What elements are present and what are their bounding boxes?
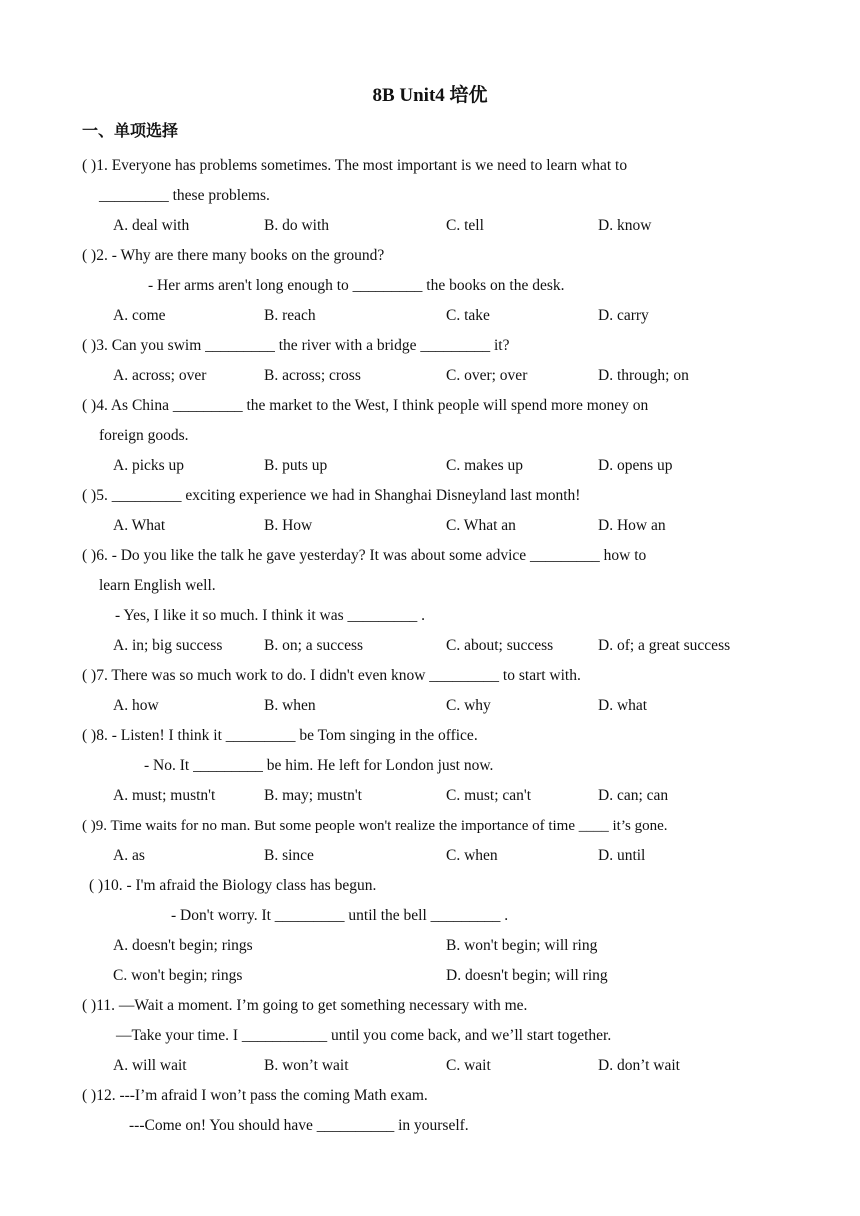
question-2 bbox=[82, 241, 778, 301]
option-c: C. why bbox=[446, 697, 491, 714]
option-a: A. doesn't begin; rings bbox=[113, 937, 253, 954]
option-c: C. makes up bbox=[446, 457, 524, 474]
question-2-reply: - Her arms aren't long enough to _________ the books on the desk. bbox=[148, 277, 565, 294]
question-1-stem: ( )1. Everyone has problems sometimes. The most important is we need to learn what to bbox=[82, 157, 628, 174]
question-4-stem: ( )4. As China _________ the market to the West, I think people will spend more money on bbox=[82, 397, 649, 414]
question-10 bbox=[89, 871, 785, 931]
option-d: D. don’t wait bbox=[598, 1057, 680, 1074]
option-b: B. reach bbox=[264, 307, 316, 324]
option-d: D. doesn't begin; will ring bbox=[446, 967, 608, 984]
option-a: A. deal with bbox=[113, 217, 190, 234]
question-3 bbox=[82, 331, 778, 361]
question-7-stem: ( )7. There was so much work to do. I didn't even know _________ to start with. bbox=[82, 667, 581, 684]
option-b: B. on; a success bbox=[264, 637, 364, 654]
option-b: B. won't begin; will ring bbox=[446, 937, 598, 954]
option-a: A. must; mustn't bbox=[113, 787, 216, 804]
option-d: D. know bbox=[598, 217, 652, 234]
option-c: C. over; over bbox=[446, 367, 528, 384]
option-c: C. wait bbox=[446, 1057, 491, 1074]
option-a: A. how bbox=[113, 697, 159, 714]
question-11-reply: —Take your time. I ___________ until you come back, and we’ll start together. bbox=[116, 1027, 612, 1044]
option-b: B. since bbox=[264, 847, 314, 864]
question-7 bbox=[82, 661, 778, 691]
option-b: B. won’t wait bbox=[264, 1057, 349, 1074]
question-11 bbox=[82, 991, 778, 1051]
option-b: B. may; mustn't bbox=[264, 787, 362, 804]
question-6-stem: ( )6. - Do you like the talk he gave yesterday? It was about some advice _________ how to bbox=[82, 547, 647, 564]
option-d: D. carry bbox=[598, 307, 649, 324]
option-c: C. won't begin; rings bbox=[113, 967, 243, 984]
question-5 bbox=[82, 481, 778, 511]
option-b: B. do with bbox=[264, 217, 330, 234]
question-8 bbox=[82, 721, 778, 781]
option-a: A. What bbox=[113, 517, 166, 534]
option-b: B. How bbox=[264, 517, 313, 534]
option-c: C. when bbox=[446, 847, 498, 864]
option-d: D. of; a great success bbox=[598, 637, 731, 654]
option-d: D. How an bbox=[598, 517, 666, 534]
option-a: A. will wait bbox=[113, 1057, 187, 1074]
option-a: A. across; over bbox=[113, 367, 207, 384]
question-8-reply: - No. It _________ be him. He left for London just now. bbox=[144, 757, 494, 774]
option-d: D. can; can bbox=[598, 787, 669, 804]
question-6-stem-cont: learn English well. bbox=[99, 577, 216, 594]
option-a: A. in; big success bbox=[113, 637, 223, 654]
question-10-reply: - Don't worry. It _________ until the bell _________ . bbox=[171, 907, 509, 924]
question-4 bbox=[82, 391, 778, 451]
question-5-stem: ( )5. _________ exciting experience we had in Shanghai Disneyland last month! bbox=[82, 487, 581, 504]
option-c: C. about; success bbox=[446, 637, 554, 654]
question-10-stem: ( )10. - I'm afraid the Biology class has begun. bbox=[89, 877, 377, 894]
option-c: C. take bbox=[446, 307, 490, 324]
question-6-reply: - Yes, I like it so much. I think it was _________ . bbox=[115, 607, 425, 624]
question-4-stem-cont: foreign goods. bbox=[99, 427, 189, 444]
option-a: A. as bbox=[113, 847, 145, 864]
question-9 bbox=[82, 811, 792, 841]
question-3-stem: ( )3. Can you swim _________ the river with a bridge _________ it? bbox=[82, 337, 510, 354]
question-2-stem: ( )2. - Why are there many books on the ground? bbox=[82, 247, 385, 264]
option-d: D. until bbox=[598, 847, 646, 864]
option-a: A. come bbox=[113, 307, 166, 324]
question-6 bbox=[82, 541, 778, 631]
question-1 bbox=[82, 151, 778, 211]
question-12-reply: ---Come on! You should have __________ in yourself. bbox=[129, 1117, 469, 1134]
question-9-stem: ( )9. Time waits for no man. But some people won't realize the importance of time ____ it’s gone. bbox=[82, 818, 668, 834]
section-heading: 一、单项选择 bbox=[82, 123, 179, 140]
question-1-stem-cont: _________ these problems. bbox=[99, 187, 270, 204]
question-12 bbox=[82, 1081, 778, 1141]
option-c: C. What an bbox=[446, 517, 516, 534]
option-d: D. what bbox=[598, 697, 648, 714]
question-12-stem: ( )12. ---I’m afraid I won’t pass the coming Math exam. bbox=[82, 1087, 428, 1104]
option-c: C. must; can't bbox=[446, 787, 532, 804]
option-b: B. when bbox=[264, 697, 316, 714]
option-b: B. across; cross bbox=[264, 367, 361, 384]
option-d: D. through; on bbox=[598, 367, 689, 384]
option-b: B. puts up bbox=[264, 457, 328, 474]
question-11-stem: ( )11. —Wait a moment. I’m going to get something necessary with me. bbox=[82, 997, 528, 1014]
page-title: 8B Unit4 培优 bbox=[372, 85, 488, 106]
option-c: C. tell bbox=[446, 217, 484, 234]
question-8-stem: ( )8. - Listen! I think it _________ be Tom singing in the office. bbox=[82, 727, 478, 744]
option-a: A. picks up bbox=[113, 457, 185, 474]
option-d: D. opens up bbox=[598, 457, 673, 474]
